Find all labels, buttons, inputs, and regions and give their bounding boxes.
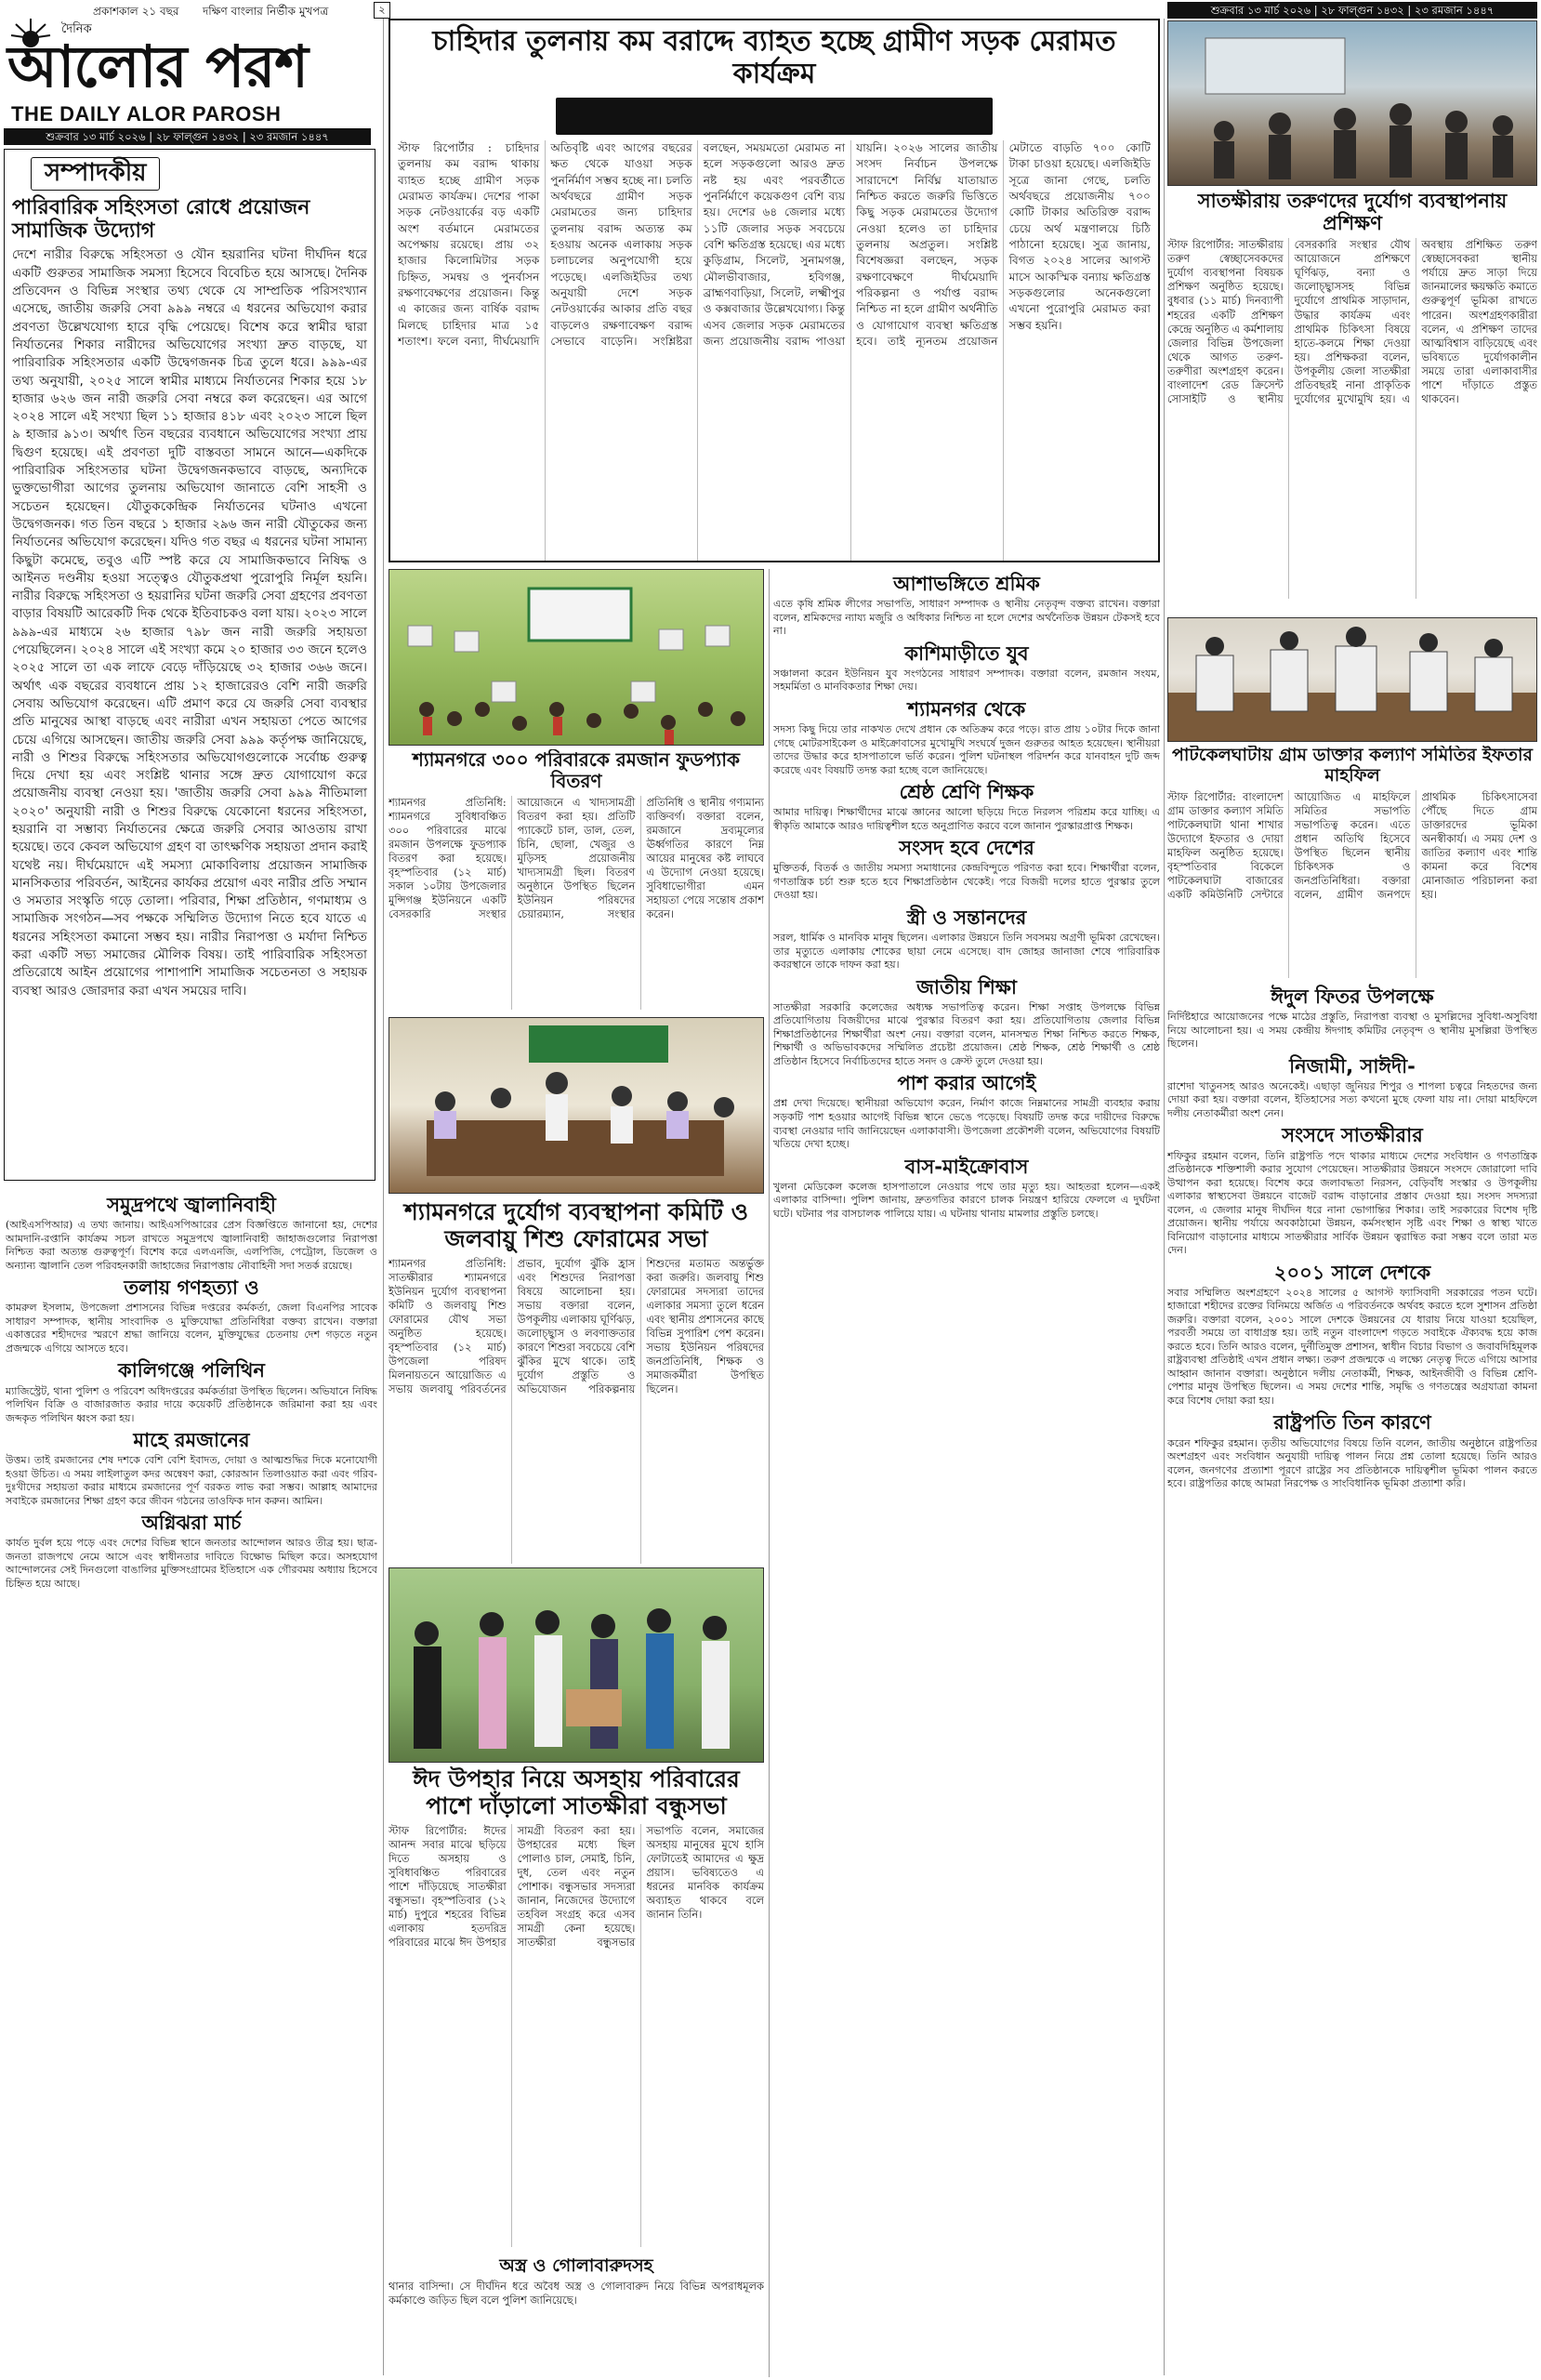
lead-banner bbox=[556, 98, 993, 135]
center-subhead: বাস-মাইক্রোবাস bbox=[904, 1155, 1029, 1178]
center-text: খুলনা মেডিকেল কলেজ হাসপাতালে নেওয়ার পথে তার মৃত্যু হয়। আহতরা হলেন—একই এলাকার বাসিন্দা। পুলিশ জানায়, দ্রুতগতির কারণে চালক নিয়ন্ত্রণ হারিয়ে ফেললে এ দুর্ঘটনা ঘটে। ঘটনার পর বাসচালক পালিয়ে যায়। এ ঘটনায় থানায় মামলার প্রস্তুতি চলছে। bbox=[773, 1180, 1160, 1220]
arms-headline: অস্ত্র ও গোলাবারুদসহ bbox=[499, 2254, 653, 2276]
left-section-4 bbox=[6, 1512, 377, 1591]
left-section-0 bbox=[6, 1194, 377, 1273]
ramadan-story bbox=[389, 749, 764, 1010]
right-subhead: নিজামী, সাঈদী- bbox=[1289, 1054, 1416, 1078]
left-section-1 bbox=[6, 1276, 377, 1355]
right-subhead: রাষ্ট্রপতি তিন কারণে bbox=[1273, 1411, 1431, 1435]
left-subhead: তলায় গণহত্যা ও bbox=[124, 1276, 259, 1300]
center-subhead: শ্যামনগর থেকে bbox=[907, 697, 1026, 721]
right-text: রাশেদা খাতুনসহ আরও অনেকেই। এছাড়া জুনিয়র শিপুর ও শাপলা চত্বরে নিহতদের জন্য দোয়া করা হয়। বক্তারা বলেন, ইতিহাসের সত্য কখনো মুছে ফেলা যায় না। দোয়া মাহফিলে দলীয় নেতাকর্মীরা অংশ নেন। bbox=[1167, 1079, 1537, 1119]
center-section-3 bbox=[773, 781, 1160, 833]
right-section-3 bbox=[1167, 1262, 1537, 1408]
left-subhead: কালিগঞ্জে পলিথিন bbox=[118, 1359, 265, 1382]
masthead-year: প্রকাশকাল ২১ বছর bbox=[93, 5, 179, 18]
eid-gift-body: স্টাফ রিপোর্টার: ঈদের আনন্দ সবার মাঝে ছড়িয়ে দিতে অসহায় ও সুবিধাবঞ্চিত পরিবারের পাশে দাঁড়িয়েছে সাতক্ষীরা বন্ধুসভা। বৃহস্পতিবার (১২ মার্চ) দুপুরে শহরের বিভিন্ন এলাকায় হতদরিদ্র পরিবারের মাঝে ঈদ উপহার সামগ্রী বিতরণ করা হয়। উপহারের মধ্যে ছিল পোলাও চাল, সেমাই, চিনি, দুধ, তেল এবং নতুন পোশাক। বন্ধুসভার সদস্যরা জানান, নিজেদের উদ্যোগে তহবিল সংগ্রহ করে এসব সামগ্রী কেনা হয়েছে। সাতক্ষীরা বন্ধুসভার সভাপতি বলেন, সমাজের অসহায় মানুষের মুখে হাসি ফোটাতেই আমাদের এ ক্ষুদ্র প্রয়াস। ভবিষ্যতেও এ ধরনের মানবিক কার্যক্রম অব্যাহত থাকবে বলে জানান তিনি। bbox=[389, 1823, 764, 1949]
left-text: উত্তম। তাই রমজানের শেষ দশকে বেশি বেশি ইবাদত, দোয়া ও আত্মশুদ্ধির দিকে মনোযোগী হওয়া উচিত। এ সময় লাইলাতুল কদর অন্বেষণ করা, কোরআন তিলাওয়াত করা এবং গরিব-দুঃখীদের সহায়তা করার মাধ্যমে রমজানের পূর্ণ বরকত লাভ করা সম্ভব। আল্লাহ আমাদের সবাইকে রমজানের শিক্ষা গ্রহণ করে জীবন গঠনের তাওফিক দান করুন। আমিন। bbox=[6, 1454, 377, 1507]
center-text: সদস্য কিছু দিয়ে তার নাকখত দেখে প্রধান কে অতিক্রম করে পড়ে। রাত প্রায় ১০টার দিকে জানা গেছে মোটরসাইকেল ও মাইক্রোবাসের মুখোমুখি সংঘর্ষে দুজন গুরুতর আহত হয়েছেন। স্থানীয়রা তাদের উদ্ধার করে হাসপাতালে ভর্তি করেন। পুলিশ ঘটনাস্থল পরিদর্শন করে যানবাহন দুটি জব্দ করেছে এবং বিষয়টি তদন্ত করা হচ্ছে বলে জানিয়েছে। bbox=[773, 723, 1160, 776]
left-subhead: সমুদ্রপথে জ্বালানিবাহী bbox=[107, 1194, 276, 1216]
column-divider bbox=[1164, 19, 1165, 2375]
iftar-photo bbox=[1167, 617, 1537, 742]
left-bottom-column bbox=[6, 1190, 377, 2376]
eid-gift-photo bbox=[389, 1567, 764, 1763]
right-section-0 bbox=[1167, 985, 1537, 1051]
center-section-8 bbox=[773, 1156, 1160, 1222]
column-divider bbox=[383, 19, 384, 2375]
right-subhead: ২০০১ সালে দেশকে bbox=[1273, 1261, 1431, 1284]
iftar-headline: পাটকেলঘাটায় গ্রাম ডাক্তার কল্যাণ সমিতির ইফতার মাহফিল bbox=[1171, 746, 1534, 786]
left-section-3 bbox=[6, 1429, 377, 1508]
center-text: আমার দায়িত্ব। শিক্ষার্থীদের মাঝে জ্ঞানের আলো ছড়িয়ে দিতে নিরলস পরিশ্রম করে যাচ্ছি। এ স্বীকৃতি আমাকে আরও দায়িত্বশীল হতে অনুপ্রাণিত করবে বলে জানান পুরস্কারপ্রাপ্ত শিক্ষক। bbox=[773, 806, 1160, 832]
editorial-label bbox=[31, 157, 160, 191]
center-subhead: স্ত্রী ও সন্তানদের bbox=[906, 906, 1027, 929]
center-subhead: সংসদ হবে দেশের bbox=[899, 837, 1034, 860]
center-column bbox=[773, 569, 1160, 2377]
iftar-body: স্টাফ রিপোর্টার: বাংলাদেশ গ্রাম ডাক্তার কল্যাণ সমিতি পাটকেলঘাটা থানা শাখার উদ্যোগে ইফতার ও দোয়া মাহফিল অনুষ্ঠিত হয়েছে। বৃহস্পতিবার বিকেলে পাটকেলঘাটা বাজারের একটি কমিউনিটি সেন্টারে আয়োজিত এ মাহফিলে সমিতির সভাপতি সভাপতিত্ব করেন। এতে প্রধান অতিথি হিসেবে উপস্থিত ছিলেন স্থানীয় চিকিৎসক ও জনপ্রতিনিধিরা। বক্তারা বলেন, গ্রামীণ জনপদে প্রাথমিক চিকিৎসাসেবা পৌঁছে দিতে গ্রাম ডাক্তারদের ভূমিকা অনস্বীকার্য। এ সময় দেশ ও জাতির কল্যাণ এবং শান্তি কামনা করে বিশেষ মোনাজাত পরিচালনা করা হয়। bbox=[1167, 789, 1537, 902]
right-column bbox=[1167, 982, 1537, 2376]
right-section-2 bbox=[1167, 1124, 1537, 1257]
left-text: কামরুল ইসলাম, উপজেলা প্রশাসনের বিভিন্ন দপ্তরের কর্মকর্তা, জেলা বিএনপির সাবেক সাধারণ সম্পাদক, স্থানীয় সাংবাদিক ও মুক্তিযোদ্ধা প্রতিনিধিরা বক্তব্য রাখেন। বক্তারা একাত্তরের শহীদদের স্মরণে শ্রদ্ধা জানিয়ে বলেন, মুক্তিযুদ্ধের চেতনায় দেশ গড়তে নতুন প্রজন্মকে এগিয়ে আসতে হবে। bbox=[6, 1302, 377, 1355]
left-text: (আইএসপিআর) এ তথ্য জানায়। আইএসপিআরের প্রেস বিজ্ঞপ্তিতে জানানো হয়, দেশের আমদানি-রপ্তানি কার্যক্রম সচল রাখতে সমুদ্রপথে জ্বালানিবাহী জাহাজগুলোর নিরাপত্তা নিশ্চিত করা অত্যন্ত গুরুত্বপূর্ণ। বিশেষ করে এলএনজি, এলপিজি, পেট্রোল, ডিজেল ও অন্যান্য জ্বালানি তেল পরিবহনকারী জাহাজের নিরাপত্তায় নৌবাহিনী সদা সতর্ক রয়েছে। bbox=[6, 1219, 377, 1272]
left-section-2 bbox=[6, 1359, 377, 1425]
lead-headline: চাহিদার তুলনায় কম বরাদ্দে ব্যাহত হচ্ছে গ্রামীণ সড়ক মেরামত কার্যক্রম bbox=[432, 25, 1116, 90]
center-subhead: আশাভঙ্গিতে শ্রমিক bbox=[893, 573, 1040, 595]
center-text: মুক্তিতর্ক, বিতর্ক ও জাতীয় সমস্যা সমাধানের কেন্দ্রবিন্দুতে পরিণত করা হবে। শিক্ষার্থীরা বলেন, গণতান্ত্রিক চর্চা শুরু হতে হবে শিক্ষাপ্রতিষ্ঠান থেকেই। পরে বিজয়ী দলের হাতে পুরস্কার তুলে দেওয়া হয়। bbox=[773, 862, 1160, 902]
center-section-2 bbox=[773, 698, 1160, 777]
column-divider bbox=[769, 569, 770, 2377]
arms-body: থানার বাসিন্দা। সে দীর্ঘদিন ধরে অবৈধ অস্ত্র ও গোলাবারুদ নিয়ে বিভিন্ন অপরাধমূলক কর্মকাণ্ডে জড়িত ছিল বলে পুলিশ জানিয়েছে। bbox=[389, 2280, 764, 2307]
center-subhead: শ্রেষ্ঠ শ্রেণি শিক্ষক bbox=[899, 781, 1034, 804]
center-section-7 bbox=[773, 1072, 1160, 1151]
training-headline: সাতক্ষীরায় তরুণদের দুর্যোগ ব্যবস্থাপনায় প্রশিক্ষণ bbox=[1197, 190, 1508, 235]
editorial-headline: পারিবারিক সহিংসতা রোধে প্রয়োজন সামাজিক উদ্যোগ bbox=[12, 195, 310, 244]
center-subhead: জাতীয় শিক্ষা bbox=[916, 975, 1017, 998]
editorial-body: দেশে নারীর বিরুদ্ধে সহিংসতা ও যৌন হয়রানির ঘটনা দীর্ঘদিন ধরে একটি গুরুতর সামাজিক সমস্যা হিসেবে বিবেচিত হয়ে আসছে। দৈনিক প্রতিবেদন ও বিভিন্ন সংস্থার তথ্য থেকে যে সাম্প্রতিক পরিসংখ্যান এসেছে, জাতীয় জরুরি সেবা ৯৯৯ নম্বরে এ ধরনের অভিযোগ করার প্রবণতা উল্লেখযোগ্য হারে বৃদ্ধি পেয়েছে। বিশেষ করে স্বামীর দ্বারা নির্যাতনের শিকার নারীদের অভিযোগের সংখ্যা দ্রুত বাড়ছে, যা পারিবারিক সহিংসতার একটি উদ্বেগজনক চিত্র তুলে ধরে। ৯৯৯-এর তথ্য অনুযায়ী, ২০২৫ সালে স্বামীর মাধ্যমে নির্যাতনের শিকার হয়ে ১৮ হাজার ৬২৬ জন নারী জরুরি সেবা নম্বরে কল করেছেন। এর আগে ২০২৪ সালে এই সংখ্যা ছিল ১১ হাজার ৪১৮ এবং ২০২৩ সালে ছিল ৯ হাজার ৯১৩। অর্থাৎ তিন বছরের ব্যবধানে অভিযোগের সংখ্যা প্রায় দ্বিগুণ হয়েছে। এই প্রবণতা দুটি বাস্তবতা সামনে আনে—একদিকে পারিবারিক সহিংসতার ঘটনা উদ্বেগজনকভাবে বাড়ছে, অন্যদিকে ভুক্তভোগীরা আগের তুলনায় অভিযোগ জানাতে বেশি সাহসী ও সচেতন হয়েছেন। যৌতুককেন্দ্রিক নির্যাতনের ঘটনাও এখনো উদ্বেগজনক। গত তিন বছরে ১ হাজার ২৯৬ জন নারী যৌতুকের জন্য নির্যাতনের অভিযোগ করেছেন। যদিও গত বছর এ ধরনের ঘটনা সামান্য কিছুটা কমেছে, তবুও এটি স্পষ্ট করে যে সামাজিকভাবে নিষিদ্ধ ও আইনত দণ্ডনীয় হওয়া সত্ত্বেও যৌতুকপ্রথা পুরোপুরি নির্মূল হয়নি। নারীর বিরুদ্ধে সহিংসতা ও হয়রানির ঘটনা জরুরি সেবা গ্রহণের প্রবণতা বাড়ার বিষয়টি আরেকটি দিক থেকে ইতিবাচকও বলা যায়। ২০২৩ সালে ৯৯৯-এর মাধ্যমে ২৬ হাজার ৭৯৮ জন নারী জরুরি সহায়তা পেয়েছিলেন। ২০২৪ সালে এই সংখ্যা কমে ২০ হাজার ৩৩ জনে হলেও ২০২৫ সালে তা এক লাফে বেড়ে দাঁড়িয়েছে ৩২ হাজার ৩৬৬ জনে। অর্থাৎ এক বছরের ব্যবধানে প্রায় ১২ হাজারেরও বেশি নারী জরুরি সেবায় অভিযোগ করেছেন। এটি প্রমাণ করে যে জরুরি সেবা ব্যবস্থার প্রতি মানুষের আস্থা বাড়ছে এবং নারীরা এখন সহায়তা পেতে আগের চেয়ে এগিয়ে আসছেন। জাতীয় জরুরি সেবা ৯৯৯ কর্তৃপক্ষ জানিয়েছে, নারী ও শিশুর বিরুদ্ধে সহিংসতার অভিযোগগুলোকে সর্বোচ্চ গুরুত্ব দিয়ে দেখা হয় এবং সংশ্লিষ্ট থানার সঙ্গে দ্রুত যোগাযোগ করে প্রয়োজনীয় ব্যবস্থা নেওয়া হয়। 'জাতীয় জরুরি সেবা ৯৯৯ নীতিমালা ২০২০' অনুযায়ী নারী ও শিশুর বিরুদ্ধে যেকোনো ধরনের সহিংসতা, হয়রানি বা সম্ভাব্য নির্যাতনের ক্ষেত্রে জরুরি সেবার আওতায় রাখা হয়েছে। তবে কেবল অভিযোগ গ্রহণ বা তাৎক্ষণিক সহায়তা প্রদান করাই যথেষ্ট নয়। দীর্ঘমেয়াদে এই সমস্যা মোকাবিলায় প্রয়োজন সামাজিক মানসিকতার পরিবর্তন, আইনের কার্যকর প্রয়োগ এবং নারীর প্রতি সম্মান ও সমতার সংস্কৃতি গড়ে তোলা। পরিবার, শিক্ষা প্রতিষ্ঠান, গণমাধ্যম ও সামাজিক সংগঠন—সব পক্ষকে সম্মিলিত উদ্যোগ নিতে হবে যাতে এ ধরনের সহিংসতা কমানো সম্ভব হয়। নারীর নিরাপত্তা ও মর্যাদা নিশ্চিত করা একটি সভ্য সমাজের মৌলিক বিষয়। তাই পারিবারিক সহিংসতা প্রতিরোধে আইন প্রয়োগের পাশাপাশি সামাজিক সচেতনতা ও সহায়ক ব্যবস্থা আরও জোরদার করা এখন সময়ের দাবি। bbox=[12, 247, 367, 998]
right-section-1 bbox=[1167, 1055, 1537, 1121]
masthead bbox=[0, 0, 376, 149]
center-text: সাতক্ষীরা সরকারি কলেজের অধ্যক্ষ সভাপতিত্ব করেন। শিক্ষা সপ্তাহ উপলক্ষে বিভিন্ন প্রতিযোগিতায় বিজয়ীদের মাঝে পুরস্কার বিতরণ করা হয়। প্রতিযোগিতায় জেলার বিভিন্ন শিক্ষাপ্রতিষ্ঠানের শিক্ষার্থীরা অংশ নেয়। বক্তারা বলেন, মানসম্মত শিক্ষা নিশ্চিত করতে শিক্ষক, শিক্ষার্থী ও অভিভাবকদের সম্মিলিত প্রচেষ্টা প্রয়োজন। শ্রেষ্ঠ শিক্ষক, শ্রেষ্ঠ শিক্ষার্থী ও শ্রেষ্ঠ প্রতিষ্ঠান হিসেবে নির্বাচিতদের হাতে সনদ ও ক্রেস্ট তুলে দেওয়া হয়। bbox=[773, 1000, 1160, 1067]
center-subhead: কাশিমাড়ীতে যুব bbox=[904, 641, 1029, 665]
center-section-4 bbox=[773, 837, 1160, 903]
center-section-5 bbox=[773, 906, 1160, 972]
climate-body: শ্যামনগর প্রতিনিধি: সাতক্ষীরার শ্যামনগরে ইউনিয়ন দুর্যোগ ব্যবস্থাপনা কমিটি ও জলবায়ু শিশু ফোরামের যৌথ সভা অনুষ্ঠিত হয়েছে। বৃহস্পতিবার (১২ মার্চ) উপজেলা পরিষদ মিলনায়তনে আয়োজিত এ সভায় জলবায়ু পরিবর্তনের প্রভাব, দুর্যোগ ঝুঁকি হ্রাস এবং শিশুদের নিরাপত্তা বিষয়ে আলোচনা হয়। সভায় বক্তারা বলেন, উপকূলীয় এলাকায় ঘূর্ণিঝড়, জলোচ্ছ্বাস ও লবণাক্ততার কারণে শিশুরা সবচেয়ে বেশি ঝুঁকির মুখে থাকে। তাই দুর্যোগ প্রস্তুতি ও অভিযোজন পরিকল্পনায় শিশুদের মতামত অন্তর্ভুক্ত করা জরুরি। জলবায়ু শিশু ফোরামের সদস্যরা তাদের এলাকার সমস্যা তুলে ধরেন এবং স্থানীয় প্রশাসনের কাছে বিভিন্ন সুপারিশ পেশ করেন। সভায় ইউনিয়ন পরিষদের জনপ্রতিনিধি, শিক্ষক ও সমাজকর্মীরা উপস্থিত ছিলেন। bbox=[389, 1256, 764, 1395]
masthead-tagline: দক্ষিণ বাংলার নির্ভীক মুখপত্র bbox=[203, 5, 329, 18]
right-text: শফিকুর রহমান বলেন, তিনি রাষ্ট্রপতি পদে থাকার মাধ্যমে দেশের সংবিধান ও গণতান্ত্রিক প্রতিষ্ঠানকে শক্তিশালী করার সুযোগ পেয়েছেন। সাতক্ষীরার উন্নয়নে সংসদে জোরালো দাবি উত্থাপন করা হয়েছে। বিশেষ করে জলাবদ্ধতা নিরসন, বেড়িবাঁধ সংস্কার ও উপকূলীয় এলাকার স্বাস্থ্যসেবা উন্নয়নে বাজেট বরাদ্দ বাড়ানোর প্রস্তাব দেওয়া হয়। সংসদ সদস্যরা বলেন, এ জেলার মানুষ দীর্ঘদিন ধরে নানা ভোগান্তির শিকার। তাই সরকারের বিশেষ দৃষ্টি প্রয়োজন। স্থানীয় পর্যায়ে অবকাঠামো উন্নয়ন, কর্মসংস্থান সৃষ্টি এবং শিক্ষা ও স্বাস্থ্য খাতে বিনিয়োগ বাড়ানোর মাধ্যমে সাতক্ষীরার সার্বিক উন্নয়ন ত্বরান্বিত করা সম্ভব বলে তারা মত দেন। bbox=[1167, 1149, 1537, 1257]
lead-body: স্টাফ রিপোর্টার : চাহিদার তুলনায় কম বরাদ্দ থাকায় ব্যাহত হচ্ছে গ্রামীণ সড়ক মেরামত কার্যক্রম। দেশের পাকা সড়ক নেটওয়ার্কের বড় একটি অংশ বর্তমানে মেরামতের অপেক্ষায় রয়েছে। প্রায় ৩২ হাজার কিলোমিটার সড়ক চিহ্নিত, সমন্বয় ও পুনর্বাসন রক্ষণাবেক্ষণের প্রয়োজন। কিন্তু এ কাজের জন্য বার্ষিক বরাদ্দ মিলছে চাহিদার মাত্র ১৫ শতাংশ। ফলে বন্যা, দীর্ঘমেয়াদি অতিবৃষ্টি এবং আগের বছরের ক্ষত থেকে যাওয়া সড়ক পুনর্নির্মাণ সম্ভব হচ্ছে না। চলতি অর্থবছরে গ্রামীণ সড়ক মেরামতের জন্য চাহিদার তুলনায় বরাদ্দ অত্যন্ত কম হওয়ায় অনেক এলাকায় সড়ক চলাচলের অনুপযোগী হয়ে পড়েছে। এলজিইডির তথ্য অনুযায়ী দেশে সড়ক নেটওয়ার্কের আকার প্রতি বছর বাড়লেও রক্ষণাবেক্ষণ বরাদ্দ সেভাবে বাড়েনি। সংশ্লিষ্টরা বলছেন, সময়মতো মেরামত না হলে সড়কগুলো আরও দ্রুত নষ্ট হয় এবং পরবর্তীতে পুনর্নির্মাণে কয়েকগুণ বেশি ব্যয় হয়। দেশের ৬৪ জেলার মধ্যে ১১টি জেলার সড়ক সবচেয়ে বেশি ক্ষতিগ্রস্ত হয়েছে। এর মধ্যে কুড়িগ্রাম, সিলেট, সুনামগঞ্জ, মৌলভীবাজার, হবিগঞ্জ, ব্রাহ্মণবাড়িয়া, সিলেট, লক্ষ্মীপুর ও কক্সবাজার উল্লেখযোগ্য। কিন্তু এসব জেলার সড়ক মেরামতের জন্য প্রয়োজনীয় বরাদ্দ পাওয়া যায়নি। ২০২৬ সালের জাতীয় সংসদ নির্বাচন উপলক্ষে সারাদেশে নির্বিঘ্ন যাতায়াত নিশ্চিত করতে জরুরি ভিত্তিতে কিছু সড়ক মেরামতের উদ্যোগ নেওয়া হলেও তা চাহিদার তুলনায় অপ্রতুল। সংশ্লিষ্ট বিশেষজ্ঞরা বলছেন, সড়ক রক্ষণাবেক্ষণে দীর্ঘমেয়াদি পরিকল্পনা ও পর্যাপ্ত বরাদ্দ নিশ্চিত না হলে গ্রামীণ অর্থনীতি ও যোগাযোগ ব্যবস্থা ক্ষতিগ্রস্ত হবে। তাই ন্যূনতম প্রয়োজন মেটাতে বাড়তি ৭০০ কোটি টাকা চাওয়া হয়েছে। এলজিইডি সূত্রে জানা গেছে, চলতি অর্থবছরে প্রয়োজনীয় ৭০০ কোটি টাকার অতিরিক্ত বরাদ্দ চেয়ে অর্থ মন্ত্রণালয়ে চিঠি পাঠানো হয়েছে। সুত্র জানায়, বিগত ২০২৪ সালের আগস্ট মাসে আকস্মিক বন্যায় ক্ষতিগ্রস্ত সড়কগুলোর অনেকগুলো এখনো পুরোপুরি মেরামত করা সম্ভব হয়নি। bbox=[398, 141, 1151, 348]
center-text: সরল, ধার্মিক ও মানবিক মানুষ ছিলেন। এলাকার উন্নয়নে তিনি সবসময় অগ্রণী ভূমিকা রেখেছেন। তার মৃত্যুতে এলাকায় শোকের ছায়া নেমে এসেছে। বাদ জোহর জানাজা শেষে পারিবারিক কবরস্থানে তাকে দাফন করা হয়। bbox=[773, 932, 1160, 972]
eid-gift-headline: ঈদ উপহার নিয়ে অসহায় পরিবারের পাশে দাঁড়ালো সাতক্ষীরা বন্ধুসভা bbox=[413, 1766, 740, 1819]
lead-story bbox=[389, 19, 1160, 562]
center-subhead: পাশ করার আগেই bbox=[897, 1072, 1036, 1095]
right-text: নির্দিষ্টহারে আয়োজনের পক্ষে মাঠের প্রস্তুতি, নিরাপত্তা ব্যবস্থা ও মুসল্লিদের সুবিধা-অসুবিধা নিয়ে আলোচনা হয়। এ সময় কেন্দ্রীয় ঈদগাহ কমিটির নেতৃবৃন্দ ও স্থানীয় মুসল্লিরা উপস্থিত ছিলেন। bbox=[1167, 1011, 1537, 1051]
training-photo bbox=[1167, 20, 1537, 186]
center-text: এতে কৃষি শ্রমিক লীগের সভাপতি, সাধারণ সম্পাদক ও স্থানীয় নেতৃবৃন্দ বক্তব্য রাখেন। বক্তারা বলেন, শ্রমিকদের ন্যায্য মজুরি ও অধিকার নিশ্চিত না হলে দেশের অর্থনৈতিক উন্নয়ন টেকসই হবে না। bbox=[773, 598, 1160, 638]
climate-story bbox=[389, 1199, 764, 1580]
center-text: সঞ্চালনা করেন ইউনিয়ন যুব সংগঠনের সাধারণ সম্পাদক। বক্তারা বলেন, রমজান সংযম, সহমর্মিতা ও মানবিকতার শিক্ষা দেয়। bbox=[773, 667, 1160, 694]
editorial-label-text: সম্পাদকীয় bbox=[45, 159, 147, 187]
left-subhead: মাহে রমজানের bbox=[133, 1429, 250, 1452]
editorial-box bbox=[4, 149, 375, 1181]
eid-gift-story bbox=[389, 1766, 764, 2380]
masthead-name-en: THE DAILY ALOR PAROSH bbox=[11, 102, 282, 126]
left-text: ম্যাজিস্ট্রেট, থানা পুলিশ ও পরিবেশ অধিদপ্তরের কর্মকর্তারা উপস্থিত ছিলেন। অভিযানে নিষিদ্ধ পলিথিন বিক্রি ও বাজারজাত করার দায়ে কয়েকটি প্রতিষ্ঠানকে জরিমানা করা হয় এবং জব্দকৃত পলিথিন ধ্বংস করা হয়। bbox=[6, 1384, 377, 1424]
masthead-kicker: দৈনিক bbox=[61, 22, 92, 36]
left-subhead: অগ্নিঝরা মার্চ bbox=[141, 1512, 242, 1535]
right-section-4 bbox=[1167, 1411, 1537, 1490]
left-text: কার্যত দুর্বল হয়ে পড়ে এবং দেশের বিভিন্ন স্থানে জনতার আন্দোলন আরও তীব্র হয়। ছাত্র-জনতা রাজপথে নেমে আসে এবং স্বাধীনতার দাবিতে বিক্ষোভ মিছিল করে। অসহযোগ আন্দোলনের সেই দিনগুলো বাঙালির মুক্তিসংগ্রামের ইতিহাসে এক গৌরবময় অধ্যায় হিসেবে চিহ্নিত হয়ে আছে। bbox=[6, 1537, 377, 1590]
top-right-date: শুক্রবার ১৩ মার্চ ২০২৬ | ২৮ ফাল্গুন ১৪৩২ | ২৩ রমজান ১৪৪৭ bbox=[1167, 2, 1537, 19]
right-text: সবার সম্মিলিত অংশগ্রহণে ২০২৪ সালের ৫ আগস্ট ফ্যাসিবাদী সরকারের পতন ঘটে। হাজারো শহীদের রক্তের বিনিময়ে অর্জিত এ পরিবর্তনকে অর্থবহ করতে হলে সুশাসন প্রতিষ্ঠা জরুরি। বক্তারা বলেন, ২০০১ সালে দেশকে উন্নয়নের যে ধারায় নিয়ে যাওয়া হয়েছিল, পরবর্তী সময়ে তা বাধাগ্রস্ত হয়। তাই নতুন বাংলাদেশ গড়তে সবাইকে ঐক্যবদ্ধ হয়ে কাজ করতে হবে। তিনি আরও বলেন, দুর্নীতিমুক্ত প্রশাসন, স্বাধীন বিচার বিভাগ ও জবাবদিহিমূলক রাষ্ট্রব্যবস্থা প্রতিষ্ঠাই এখন প্রধান লক্ষ্য। তরুণ প্রজন্মকে এ লক্ষ্যে নেতৃত্ব দিতে এগিয়ে আসার আহ্বান জানান বক্তারা। অনুষ্ঠানে দলীয় নেতাকর্মী, শিক্ষক, আইনজীবী ও বিভিন্ন শ্রেণি-পেশার মানুষ উপস্থিত ছিলেন। এ সময় দেশের শান্তি, সমৃদ্ধি ও গণতন্ত্রের অগ্রযাত্রা কামনা করে বিশেষ দোয়া করা হয়। bbox=[1167, 1286, 1537, 1407]
ramadan-body: শ্যামনগর প্রতিনিধি: শ্যামনগরে সুবিধাবঞ্চিত ৩০০ পরিবারের মাঝে রমজান উপলক্ষে ফুডপ্যাক বিতরণ করা হয়েছে। বৃহস্পতিবার (১২ মার্চ) সকাল ১০টায় উপজেলার মুন্সিগঞ্জ ইউনিয়নে একটি বেসরকারি সংস্থার আয়োজনে এ খাদ্যসামগ্রী বিতরণ করা হয়। প্রতিটি প্যাকেটে চাল, ডাল, তেল, চিনি, ছোলা, খেজুর ও মুড়িসহ প্রয়োজনীয় খাদ্যসামগ্রী ছিল। বিতরণ অনুষ্ঠানে উপস্থিত ছিলেন ইউনিয়ন পরিষদের চেয়ারম্যান, সংস্থার প্রতিনিধি ও স্থানীয় গণ্যমান্য ব্যক্তিবর্গ। বক্তারা বলেন, রমজানে দ্রব্যমূল্যের ঊর্ধ্বগতির কারণে নিম্ন আয়ের মানুষের কষ্ট লাঘবে এ উদ্যোগ নেওয়া হয়েছে। সুবিধাভোগীরা এমন সহায়তা পেয়ে সন্তোষ প্রকাশ করেন। bbox=[389, 796, 764, 921]
masthead-date: শুক্রবার ১৩ মার্চ ২০২৬ | ২৮ ফাল্গুন ১৪৩২ | ২৩ রমজান ১৪৪৭ bbox=[4, 128, 371, 145]
right-subhead: সংসদে সাতক্ষীরার bbox=[1282, 1124, 1423, 1147]
page-number: ২ bbox=[374, 2, 390, 19]
right-subhead: ঈদুল ফিতর উপলক্ষে bbox=[1271, 985, 1434, 1008]
training-body: স্টাফ রিপোর্টার: সাতক্ষীরায় তরুণ স্বেচ্ছাসেবকদের দুর্যোগ ব্যবস্থাপনা বিষয়ক প্রশিক্ষণ অনুষ্ঠিত হয়েছে। বুধবার (১১ মার্চ) দিনব্যাপী শহরের একটি প্রশিক্ষণ কেন্দ্রে অনুষ্ঠিত এ কর্মশালায় জেলার বিভিন্ন উপজেলা থেকে আগত তরুণ-তরুণীরা অংশগ্রহণ করেন। বাংলাদেশ রেড ক্রিসেন্ট সোসাইটি ও স্থানীয় বেসরকারি সংস্থার যৌথ আয়োজনে প্রশিক্ষণে ঘূর্ণিঝড়, বন্যা ও জলোচ্ছ্বাসসহ বিভিন্ন দুর্যোগে প্রাথমিক সাড়াদান, উদ্ধার কার্যক্রম এবং প্রাথমিক চিকিৎসা বিষয়ে হাতে-কলমে শিক্ষা দেওয়া হয়। প্রশিক্ষকরা বলেন, উপকূলীয় জেলা সাতক্ষীরা প্রতিবছরই নানা প্রাকৃতিক দুর্যোগের মুখোমুখি হয়। এ অবস্থায় প্রশিক্ষিত তরুণ স্বেচ্ছাসেবকরা স্থানীয় পর্যায়ে দ্রুত সাড়া দিয়ে জানমালের ক্ষয়ক্ষতি কমাতে গুরুত্বপূর্ণ ভূমিকা রাখতে পারেন। অংশগ্রহণকারীরা বলেন, এ প্রশিক্ষণ তাদের আত্মবিশ্বাস বাড়িয়েছে এবং ভবিষ্যতে দুর্যোগকালীন সময়ে তারা এলাকাবাসীর পাশে দাঁড়াতে প্রস্তুত থাকবেন। bbox=[1167, 238, 1537, 405]
ramadan-headline: শ্যামনগরে ৩০০ পরিবারকে রমজান ফুডপ্যাক বিতরণ bbox=[413, 749, 740, 792]
right-text: করেন শফিকুর রহমান। তৃতীয় অভিযোগের বিষয়ে তিনি বলেন, জাতীয় অনুষ্ঠানে রাষ্ট্রপতির অংশগ্রহণ এবং সংবিধান অনুযায়ী দায়িত্ব পালন নিয়ে প্রশ্ন তোলা হয়েছে। তিনি আরও বলেন, জনগণের প্রত্যাশা পূরণে রাষ্ট্রের সব প্রতিষ্ঠানকে দায়িত্বশীল ভূমিকা পালন করতে হবে। রাষ্ট্রপতির কাছে আমরা নিরপেক্ষ ও সাংবিধানিক ভূমিকা প্রত্যাশা করি। bbox=[1167, 1436, 1537, 1490]
ramadan-photo bbox=[389, 569, 764, 746]
training-story bbox=[1167, 190, 1537, 599]
center-section-1 bbox=[773, 642, 1160, 694]
iftar-story bbox=[1167, 746, 1537, 978]
center-section-6 bbox=[773, 976, 1160, 1069]
center-text: প্রশ্ন দেখা দিয়েছে। স্থানীয়রা অভিযোগ করেন, নির্মাণ কাজে নিম্নমানের সামগ্রী ব্যবহার করায় সড়কটি পাশ হওয়ার আগেই বিভিন্ন স্থানে ভেঙে পড়েছে। বিষয়টি তদন্ত করে দায়ীদের বিরুদ্ধে ব্যবস্থা নেওয়ার দাবি জানিয়েছেন এলাকাবাসী। উপজেলা প্রকৌশলী বলেন, অভিযোগের বিষয়টি খতিয়ে দেখা হচ্ছে। bbox=[773, 1097, 1160, 1151]
masthead-name-bn: আলোর পরশ bbox=[7, 33, 308, 100]
climate-headline: শ্যামনগরে দুর্যোগ ব্যবস্থাপনা কমিটি ও জলবায়ু শিশু ফোরামের সভা bbox=[403, 1199, 749, 1252]
center-section-0 bbox=[773, 573, 1160, 639]
climate-photo bbox=[389, 1017, 764, 1194]
